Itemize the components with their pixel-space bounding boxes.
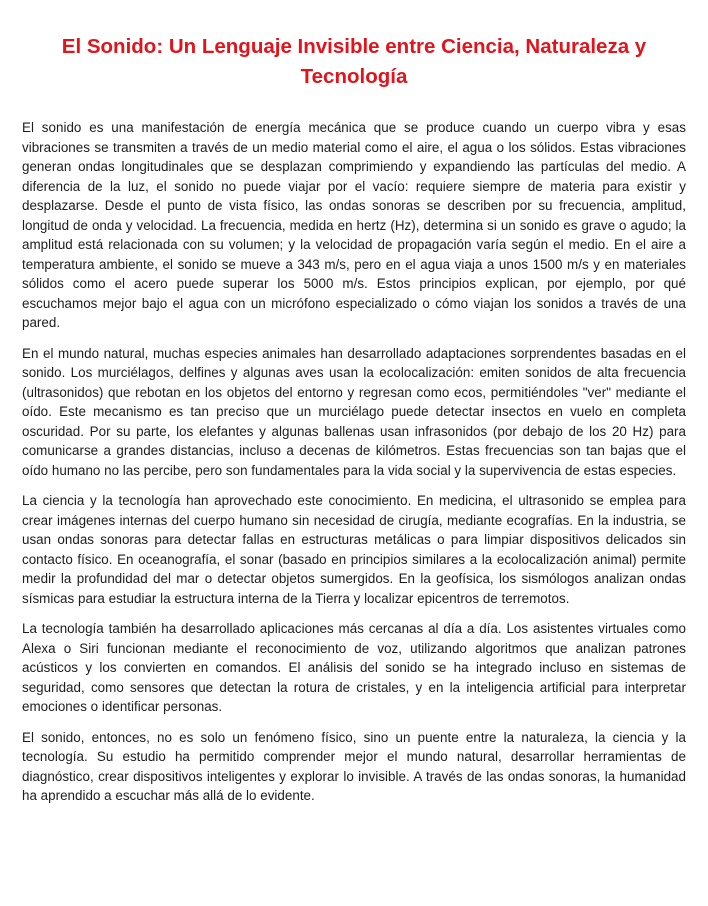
paragraph-physics: El sonido es una manifestación de energía mecánica que se produce cuando un cuerpo vibra y esas vibraciones se transmiten a través de un medio material como el aire, el agua o los sólidos. Estas vibraciones generan ondas longitudinales que se desplazan comprimiendo y expandiendo las partículas del medio. A diferencia de la luz, el sonido no puede viajar por el vacío: requiere siempre de materia para existir y desplazarse. Desde el punto de vista físico, las ondas sonoras se describen por su frecuencia, amplitud, longitud de onda y velocidad. La frecuencia, medida en hertz (Hz), determina si un sonido es grave o agudo; la amplitud está relacionada con su volumen; y la velocidad de propagación varía según el medio. En el aire a temperatura ambiente, el sonido se mueve a 343 m/s, pero en el agua viaja a unos 1500 m/s y en materiales sólidos como el acero puede superar los 5000 m/s. Estos principios explican, por ejemplo, por qué escuchamos mejor bajo el agua con un micrófono especializado o cómo viajan los sonidos a través de una pared.: [22, 120, 686, 330]
paragraph-daily-applications: La tecnología también ha desarrollado aplicaciones más cercanas al día a día. Los asistentes virtuales como Alexa o Siri funcionan mediante el reconocimiento de voz, utilizando algoritmos que analizan patrones acústicos y los convierten en comandos. El análisis del sonido se ha integrado incluso en sistemas de seguridad, como sensores que detectan la rotura de cristales, y en la inteligencia artificial para interpretar emociones o identificar personas.: [22, 621, 686, 714]
paragraph-conclusion: El sonido, entonces, no es solo un fenómeno físico, sino un puente entre la naturaleza, la ciencia y la tecnología. Su estudio ha permitido comprender mejor el mundo natural, desarrollar herramientas de diagnóstico, crear dispositivos inteligentes y explorar lo invisible. A través de las ondas sonoras, la humanidad ha aprendido a escuchar más allá de lo evidente.: [22, 729, 686, 803]
document-title: El Sonido: Un Lenguaje Invisible entre Ciencia, Naturaleza y Tecnología: [61, 35, 647, 88]
paragraph-nature: En el mundo natural, muchas especies animales han desarrollado adaptaciones sorprendentes basadas en el sonido. Los murciélagos, delfines y algunas aves usan la ecolocalización: emiten sonidos de alta frecuencia (ultrasonidos) que rebotan en los objetos del entorno y regresan como ecos, permitiéndoles "ver" mediante el oído. Este mecanismo es tan preciso que un murciélago puede detectar insectos en vuelo en completa oscuridad. Por su parte, los elefantes y algunas ballenas usan infrasonidos (por debajo de los 20 Hz) para comunicarse a grandes distancias, incluso a decenas de kilómetros. Estas frecuencias son tan bajas que el oído humano no las percibe, pero son fundamentales para la vida social y la supervivencia de estas especies.: [22, 345, 686, 478]
paragraph-science-technology: La ciencia y la tecnología han aprovechado este conocimiento. En medicina, el ultrasonido se emplea para crear imágenes internas del cuerpo humano sin necesidad de cirugía, mediante ecografías. En la industria, se usan ondas sonoras para detectar fallas en estructuras metálicas o para limpiar dispositivos delicados sin contacto físico. En oceanografía, el sonar (basado en principios similares a la ecolocalización animal) permite medir la profundidad del mar o detectar objetos sumergidos. En la geofísica, los sismólogos analizan ondas sísmicas para estudiar la estructura interna de la Tierra y localizar epicentros de terremotos.: [22, 493, 686, 606]
